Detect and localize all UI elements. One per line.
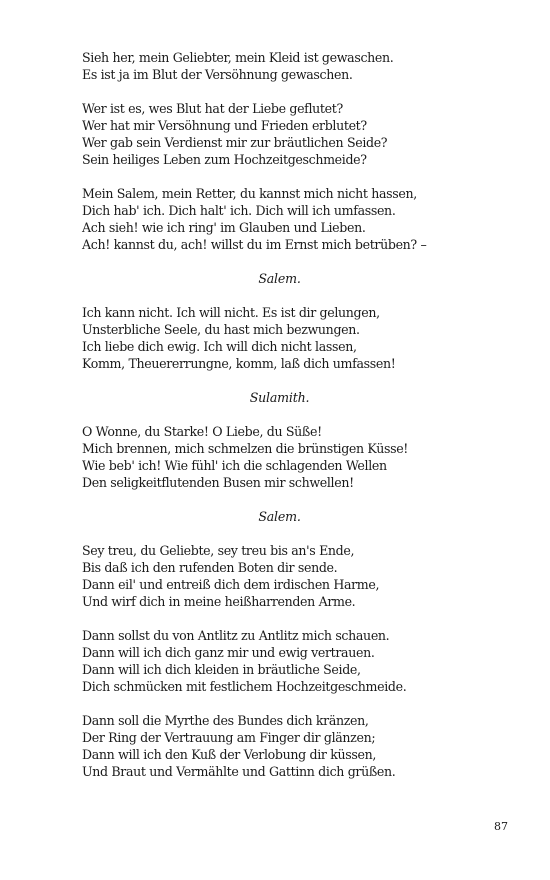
verse-line: Mich brennen, mich schmelzen die brünstigen Küsse! bbox=[82, 441, 409, 456]
verse-line: Dann sollst du von Antlitz zu Antlitz mich schauen. bbox=[82, 628, 390, 643]
poem-text bbox=[82, 49, 477, 780]
verse-line: Sein heiliges Leben zum Hochzeitgeschmeide? bbox=[82, 152, 367, 167]
stanza bbox=[82, 712, 477, 780]
stanza bbox=[82, 423, 477, 491]
verse-line: Unsterbliche Seele, du hast mich bezwungen. bbox=[82, 322, 360, 337]
stanza bbox=[82, 185, 477, 253]
verse-line: Und wirf dich in meine heißharrenden Arme. bbox=[82, 594, 356, 609]
verse-line: Und Braut und Vermählte und Gattinn dich grüßen. bbox=[82, 764, 396, 779]
verse-line: Ich kann nicht. Ich will nicht. Es ist dir gelungen, bbox=[82, 305, 380, 320]
speaker-name: Salem. bbox=[258, 271, 301, 286]
stanza bbox=[82, 542, 477, 610]
verse-line: Dann soll die Myrthe des Bundes dich kränzen, bbox=[82, 713, 369, 728]
speaker-name: Sulamith. bbox=[249, 390, 310, 405]
verse-line: Wer hat mir Versöhnung und Frieden erblutet? bbox=[82, 118, 367, 133]
speaker-name: Salem. bbox=[258, 509, 301, 524]
stanza bbox=[82, 304, 477, 372]
verse-line: Dann will ich den Kuß der Verlobung dir küssen, bbox=[82, 747, 376, 762]
stanza bbox=[82, 100, 477, 168]
verse-line: Wer gab sein Verdienst mir zur bräutlichen Seide? bbox=[82, 135, 388, 150]
verse-line: Es ist ja im Blut der Versöhnung gewaschen. bbox=[82, 67, 353, 82]
page-number: 87 bbox=[494, 820, 508, 833]
verse-line: Ich liebe dich ewig. Ich will dich nicht lassen, bbox=[82, 339, 357, 354]
verse-line: Wie beb' ich! Wie fühl' ich die schlagenden Wellen bbox=[82, 458, 387, 473]
verse-line: O Wonne, du Starke! O Liebe, du Süße! bbox=[82, 424, 322, 439]
verse-line: Sieh her, mein Geliebter, mein Kleid ist gewaschen. bbox=[82, 50, 394, 65]
verse-line: Der Ring der Vertrauung am Finger dir glänzen; bbox=[82, 730, 376, 745]
stanza bbox=[82, 49, 477, 83]
verse-line: Ach sieh! wie ich ring' im Glauben und Lieben. bbox=[82, 220, 366, 235]
verse-line: Bis daß ich den rufenden Boten dir sende. bbox=[82, 560, 338, 575]
verse-line: Wer ist es, wes Blut hat der Liebe geflutet? bbox=[82, 101, 343, 116]
verse-line: Dann will ich dich kleiden in bräutliche Seide, bbox=[82, 662, 361, 677]
verse-line: Dann will ich dich ganz mir und ewig vertrauen. bbox=[82, 645, 375, 660]
verse-line: Sey treu, du Geliebte, sey treu bis an's Ende, bbox=[82, 543, 355, 558]
verse-line: Mein Salem, mein Retter, du kannst mich nicht hassen, bbox=[82, 186, 417, 201]
verse-line: Dich schmücken mit festlichem Hochzeitgeschmeide. bbox=[82, 679, 407, 694]
verse-line: Komm, Theuererrungne, komm, laß dich umfassen! bbox=[82, 356, 396, 371]
verse-line: Dich hab' ich. Dich halt' ich. Dich will ich umfassen. bbox=[82, 203, 396, 218]
verse-line: Den seligkeitflutenden Busen mir schwellen! bbox=[82, 475, 354, 490]
stanza bbox=[82, 627, 477, 695]
verse-line: Dann eil' und entreiß dich dem irdischen Harme, bbox=[82, 577, 380, 592]
verse-line: Ach! kannst du, ach! willst du im Ernst mich betrüben? – bbox=[82, 237, 427, 252]
